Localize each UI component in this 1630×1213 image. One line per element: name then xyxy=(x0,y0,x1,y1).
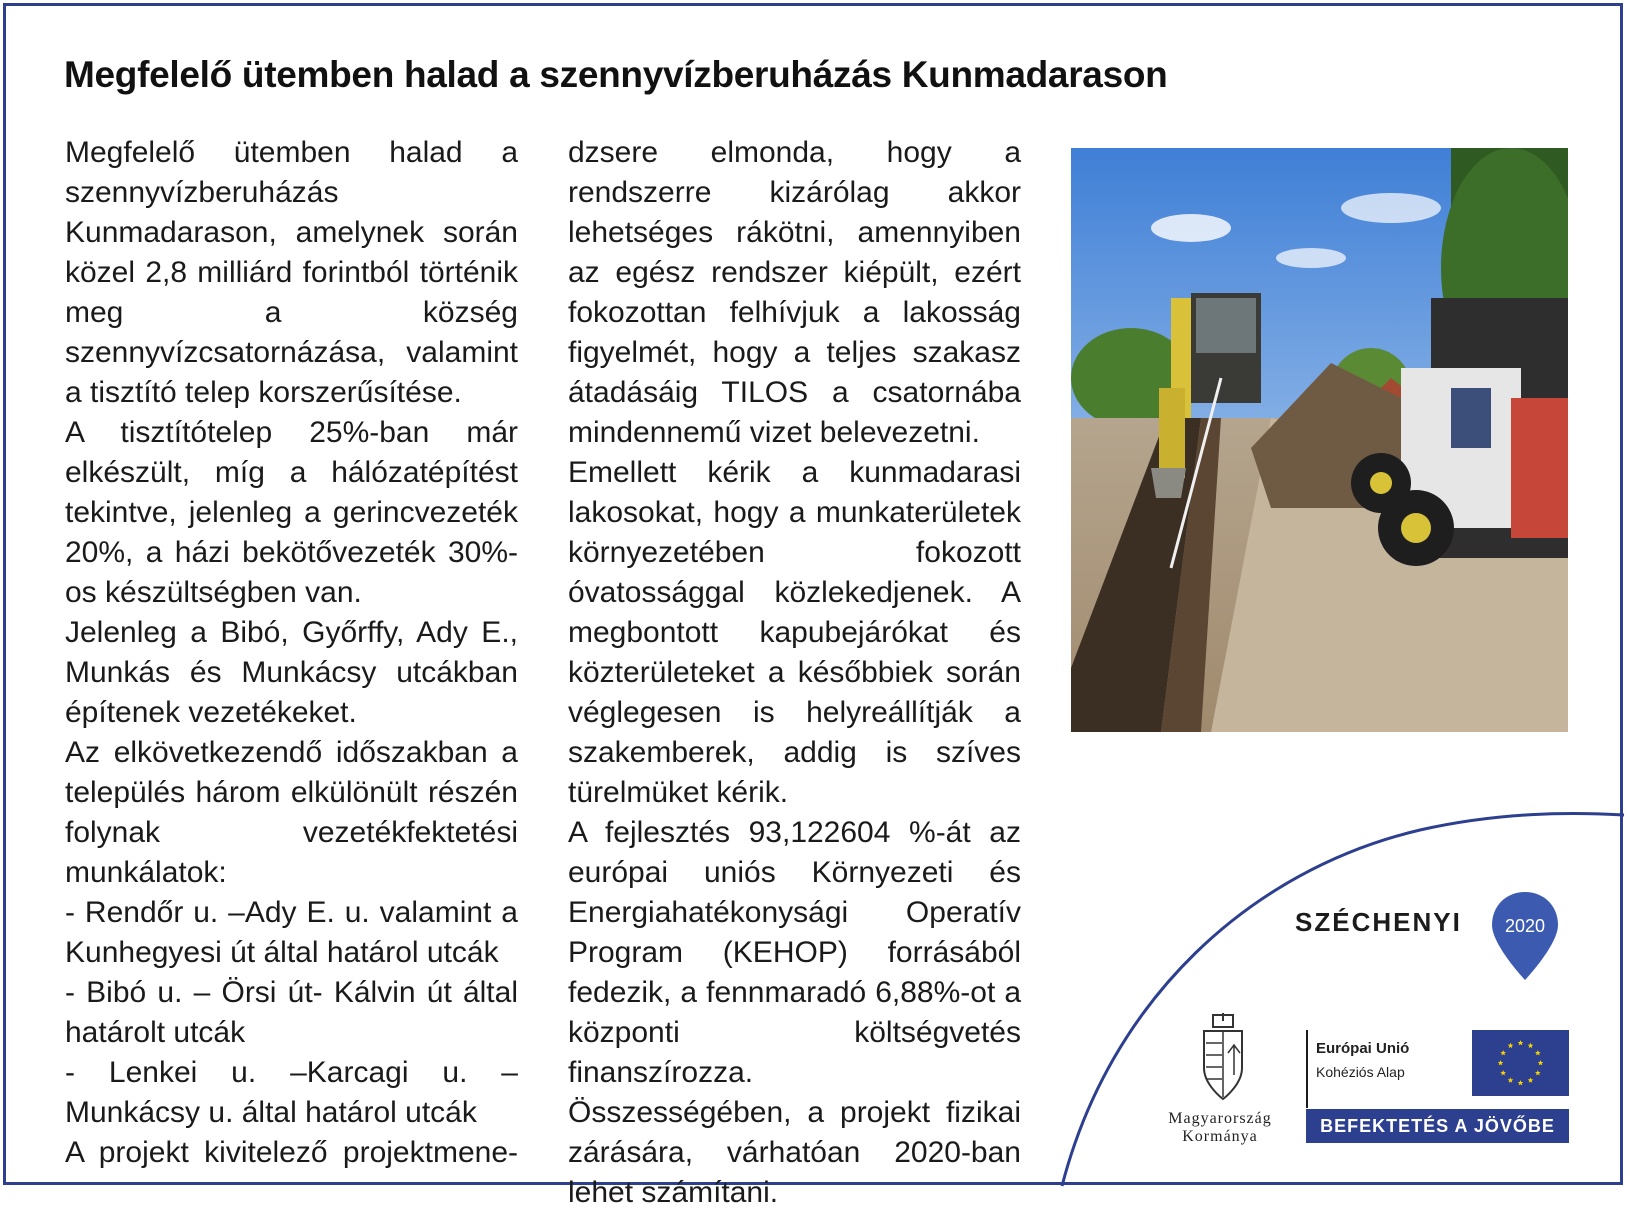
pin-year: 2020 xyxy=(1504,916,1546,936)
article-title: Megfelelő ütemben halad a szennyvízberuházás Kunmadarason xyxy=(64,54,1168,95)
eu-flag-icon xyxy=(1472,1030,1569,1096)
paragraph: Az elkövetkezendő időszakban a település három elkülönült részén folynak vezetékfektetési munkálatok: xyxy=(65,736,518,889)
paragraph: Összességében, a projekt fizikai zárására, várhatóan 2020-ban lehet számítani. xyxy=(568,1096,1021,1209)
gov-line-2: Kormánya xyxy=(1182,1128,1258,1145)
paragraph: A projekt kivitelező projektmene- xyxy=(65,1136,518,1169)
list-item: - Rendőr u. –Ady E. u. valamint a Kunhegyesi út által határol utcák xyxy=(65,896,518,969)
paragraph: Emellett kérik a kunmadarasi lakosokat, hogy a munkaterületek környezetében fokozott óvatossággal közlekedjenek. A megbontott kapubejárókat és közterületeket a későbbiek során véglegesen is helyreállítják a szakemberek, addig is szíves türelmüket kérik. xyxy=(568,456,1021,809)
szechenyi-logo-text: SZÉCHENYI xyxy=(1295,907,1462,937)
paragraph: Jelenleg a Bibó, Győrffy, Ady E., Munkás és Munkácsy utcákban építenek vezetékeket. xyxy=(65,616,518,729)
list-item: - Bibó u. – Örsi út- Kálvin út által határolt utcák xyxy=(65,976,518,1049)
eu-subtitle: Kohéziós Alap xyxy=(1316,1064,1405,1080)
logo-divider xyxy=(1306,1030,1308,1108)
paragraph: Megfelelő ütemben halad a szennyvízberuházás Kunmadarason, amelynek során közel 2,8 milliárd forintból történik meg a község szennyvízcsatornázása, valamint a tisztító telep korszerűsítése. xyxy=(65,136,518,409)
gov-line-1: Magyarország xyxy=(1168,1110,1272,1127)
coat-of-arms-icon xyxy=(1200,1013,1246,1105)
paragraph: A tisztítótelep 25%-ban már elkészült, míg a hálózatépítést tekintve, jelenleg a gerincvezeték 20%, a házi bekötővezeték 30%-os készültségben van. xyxy=(65,416,518,609)
paragraph: dzsere elmonda, hogy a rendszerre kizárólag akkor lehetséges rákötni, amennyiben az egész rendszer kiépült, ezért fokozottan felhívjuk a lakosság figyelmét, hogy a teljes szakasz átadásáig TILOS a csatornába mindennemű vizet belevezetni. xyxy=(568,136,1021,449)
paragraph: A fejlesztés 93,122604 %-át az európai uniós Környezeti és Energiahatékonysági Operatív Program (KEHOP) forrásából fedezik, a fennmaradó 6,88%-ot a központi költségvetés finanszírozza. xyxy=(568,816,1021,1089)
eu-title: Európai Unió xyxy=(1316,1040,1410,1057)
list-item: - Lenkei u. –Karcagi u. – Munkácsy u. által határol utcák xyxy=(65,1056,518,1129)
investment-banner: BEFEKTETÉS A JÖVŐBE xyxy=(1306,1109,1569,1143)
government-logo-text xyxy=(1150,1110,1290,1146)
location-pin-icon xyxy=(1490,890,1560,982)
